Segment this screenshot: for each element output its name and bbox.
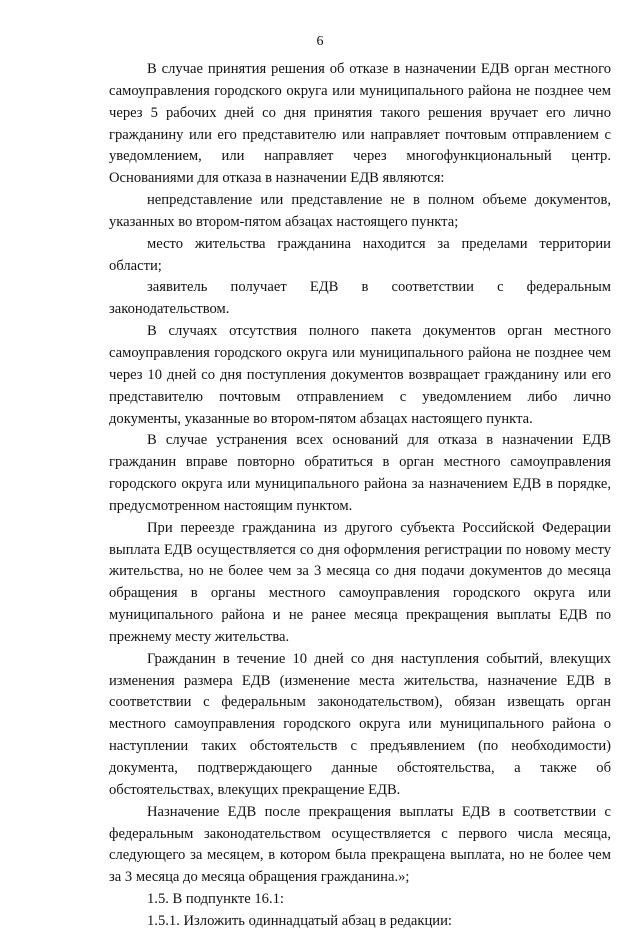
paragraph-refusal-decision: В случае принятия решения об отказе в назначении ЕДВ орган местного самоуправления городского округа или муниципального района не позднее чем через 5 рабочих дней со дня принятия такого решения вручает его лично гражданину или его представителю или направляет почтовым отправлением с уведомлением, или направляет через многофункциональный центр. Основаниями для отказа в назначении ЕДВ являются: <box>109 61 611 187</box>
paragraph-refusal-ground-documents: непредставление или представление не в полном объеме документов, указанных во втором-пятом абзацах настоящего пункта; <box>109 192 611 230</box>
paragraph-refusal-ground-residence: место жительства гражданина находится за пределами территории области; <box>109 235 611 274</box>
paragraph-relocation: При переезде гражданина из другого субъекта Российской Федерации выплата ЕДВ осуществляется со дня оформления регистрации по новому месту жительства, но не более чем за 3 месяца со дня подачи документов до месяца обращения в органы местного самоуправления городского округа или муниципального района и не ранее месяца прекращения выплаты ЕДВ по прежнему месту жительства. <box>109 519 611 645</box>
paragraph-refusal-ground-federal: заявитель получает ЕДВ в соответствии с федеральным законодательством. <box>109 279 611 318</box>
paragraph-subclause-1-5-1: 1.5.1. Изложить одиннадцатый абзац в редакции: <box>147 912 452 929</box>
paragraph-incomplete-documents: В случаях отсутствия полного пакета документов орган местного самоуправления городского округа или муниципального района не позднее чем через 10 дней со дня поступления документов возвращает гражданину или его представителю почтовым отправлением с уведомлением либо лично документы, указанные во втором-пятом абзацах настоящего пункта. <box>109 323 611 427</box>
paragraph-notification-duty: Гражданин в течение 10 дней со дня наступления событий, влекущих изменения размера ЕДВ (изменение места жительства, назначение ЕДВ в соответствии с федеральным законодательством), обязан извещать орган местного самоуправления городского округа или муниципального района о наступлении таких обстоятельств с предъявлением (по необходимости) документа, подтверждающего данные обстоятельства, а также об обстоятельствах, влекущих прекращение ЕДВ. <box>109 650 611 798</box>
document-body <box>109 59 611 933</box>
paragraph-repeat-application: В случае устранения всех оснований для отказа в назначении ЕДВ гражданин вправе повторно обратиться в орган местного самоуправления городского округа или муниципального района за назначением ЕДВ в порядке, предусмотренном настоящим пунктом. <box>109 432 611 514</box>
paragraph-reassignment: Назначение ЕДВ после прекращения выплаты ЕДВ в соответствии с федеральным законодательством осуществляется с первого числа месяца, следующего за месяцем, в котором была прекращена выплата, но не более чем за 3 месяца до месяца обращения гражданина.»; <box>109 803 611 886</box>
paragraph-subclause-1-5: 1.5. В подпункте 16.1: <box>147 891 284 908</box>
page-number: 6 <box>316 34 324 49</box>
